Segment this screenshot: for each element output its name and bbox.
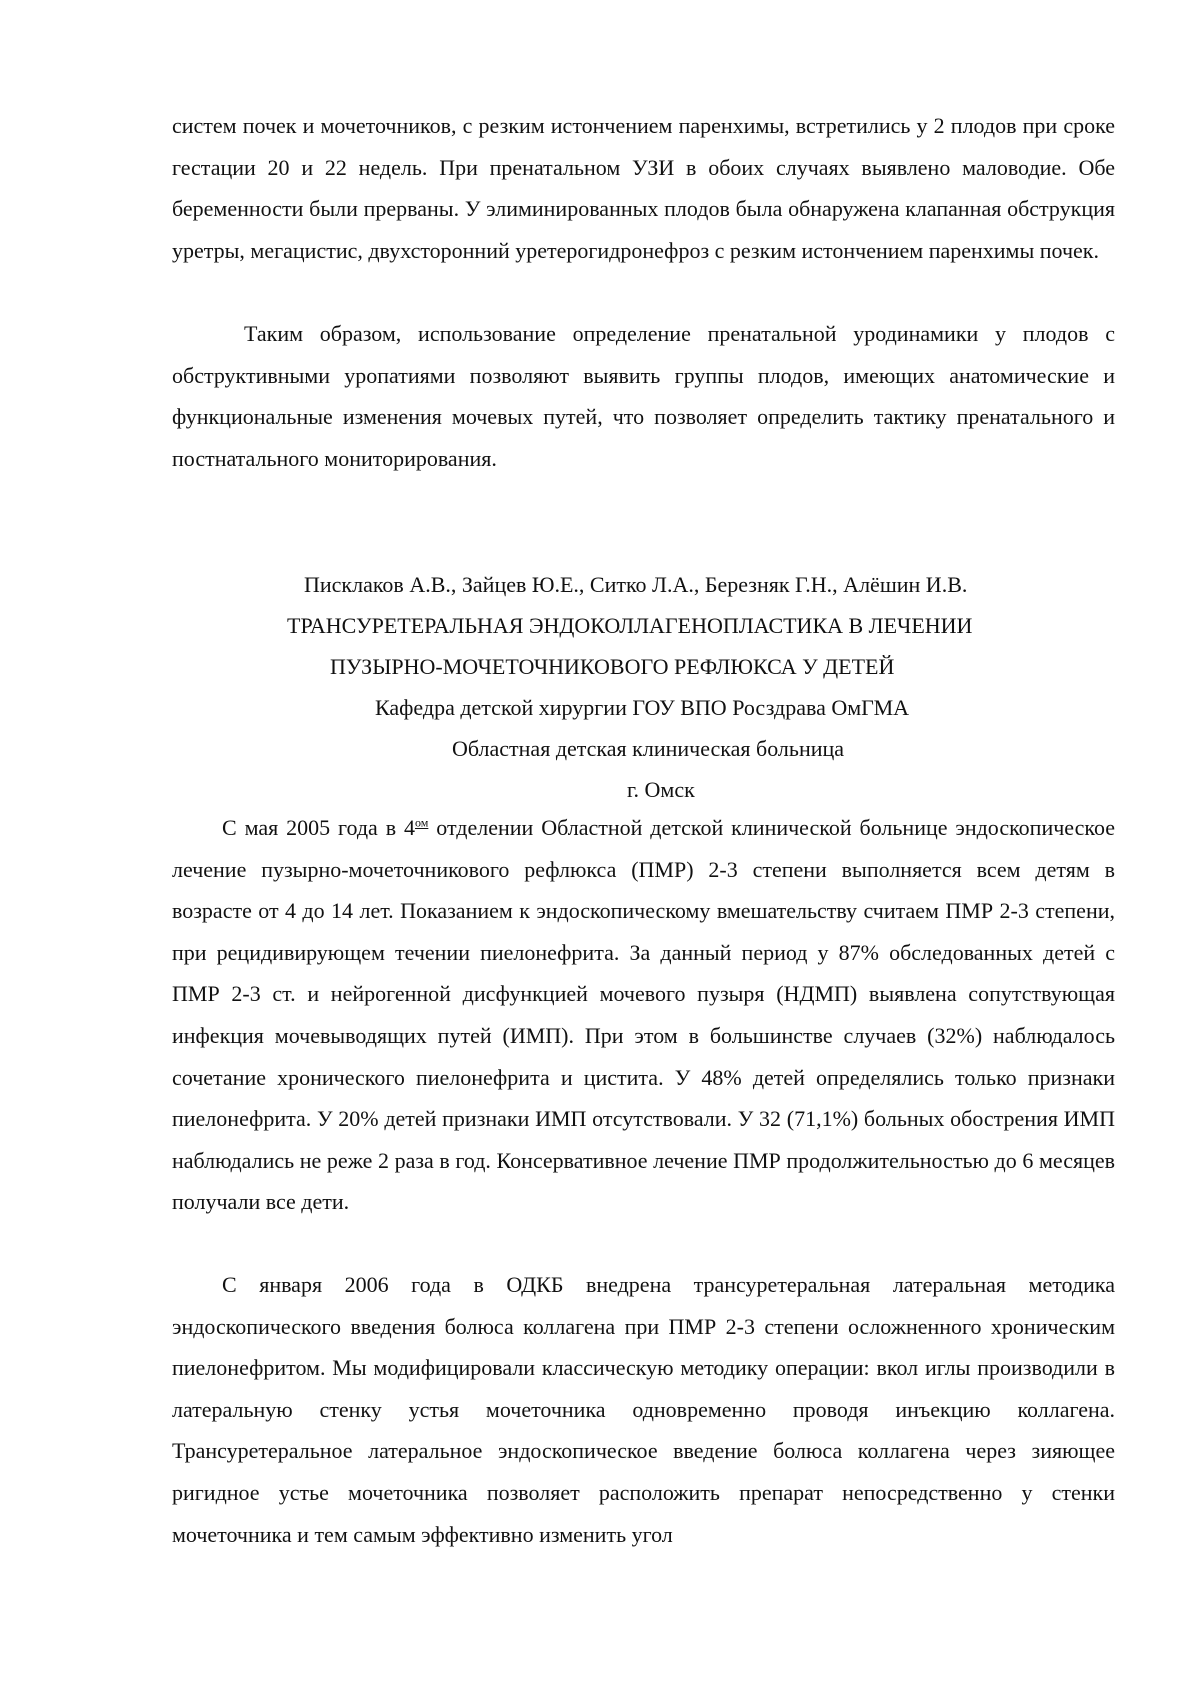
intro-paragraph-1: систем почек и мочеточников, с резким истончением паренхимы, встретились у 2 плодов при сроке гестации 20 и 22 недель. При пренатальном УЗИ в обоих случаях выявлено маловодие. Обе беременности были прерваны. У элиминированных плодов была обнаружена клапанная обструкция уретры, мегацистис, двухсторонний уретерогидронефроз с резким истончением паренхимы почек. (172, 113, 1115, 263)
article-title-line-2: ПУЗЫРНО-МОЧЕТОЧНИКОВОГО РЕФЛЮКСА У ДЕТЕЙ (330, 654, 895, 679)
intro-paragraph-1-block (172, 105, 1115, 271)
article-paragraph-2-block (172, 1264, 1115, 1555)
article-city: г. Омск (627, 777, 695, 802)
article-paragraph-1-rest: отделении Областной детской клинической больнице эндоскопическое лечение пузырно-мочеточникового рефлюкса (ПМР) 2-3 степени выполняется всем детям в возрасте от 4 до 14 лет. Показанием к эндоскопическому вмешательству считаем ПМР 2-3 степени, при рецидивирующем течении пиелонефрита. За данный период у 87% обследованных детей с ПМР 2-3 ст. и нейрогенной дисфункцией мочевого пузыря (НДМП) выявлена сопутствующая инфекция мочевыводящих путей (ИМП). При этом в большинстве случаев (32%) наблюдалось сочетание хронического пиелонефрита и цистита. У 48% детей определялись только признаки пиелонефрита. У 20% детей признаки ИМП отсутствовали. У 32 (71,1%) больных обострения ИМП наблюдались не реже 2 раза в год. Консервативное лечение ПМР продолжительностью до 6 месяцев получали все дети. (172, 815, 1115, 1215)
article-affiliation: Кафедра детской хирургии ГОУ ВПО Росздрава ОмГМА (375, 695, 910, 720)
article-paragraph-2: С января 2006 года в ОДКБ внедрена трансуретеральная латеральная методика эндоскопического введения болюса коллагена при ПМР 2-3 степени осложненного хроническим пиелонефритом. Мы модифицировали классическую методику операции: вкол иглы производили в латеральную стенку устья мочеточника одновременно проводя инъекцию коллагена. Трансуретеральное латеральное эндоскопическое введение болюса коллагена через зияющее ригидное устье мочеточника позволяет расположить препарат непосредственно у стенки мочеточника и тем самым эффективно изменить угол (172, 1272, 1115, 1547)
article-paragraph-1-start: С мая 2005 года в 4 (222, 815, 415, 840)
intro-paragraph-2: Таким образом, использование определение пренатальной уродинамики у плодов с обструктивными уропатиями позволяют выявить группы плодов, имеющих анатомические и функциональные изменения мочевых путей, что позволяет определить тактику пренатального и постнатального мониторирования. (172, 321, 1115, 471)
article-hospital: Областная детская клиническая больница (452, 736, 845, 761)
article-paragraph-1 (172, 807, 1115, 1223)
article-paragraph-1-block (172, 807, 1115, 1223)
intro-paragraph-2-block (172, 313, 1115, 479)
article-title-line-1: ТРАНСУРЕТЕРАЛЬНАЯ ЭНДОКОЛЛАГЕНОПЛАСТИКА В ЛЕЧЕНИИ (287, 613, 973, 638)
ordinal-superscript: ом (414, 815, 429, 830)
article-authors: Писклаков А.В., Зайцев Ю.Е., Ситко Л.А., Березняк Г.Н., Алёшин И.В. (304, 572, 968, 597)
